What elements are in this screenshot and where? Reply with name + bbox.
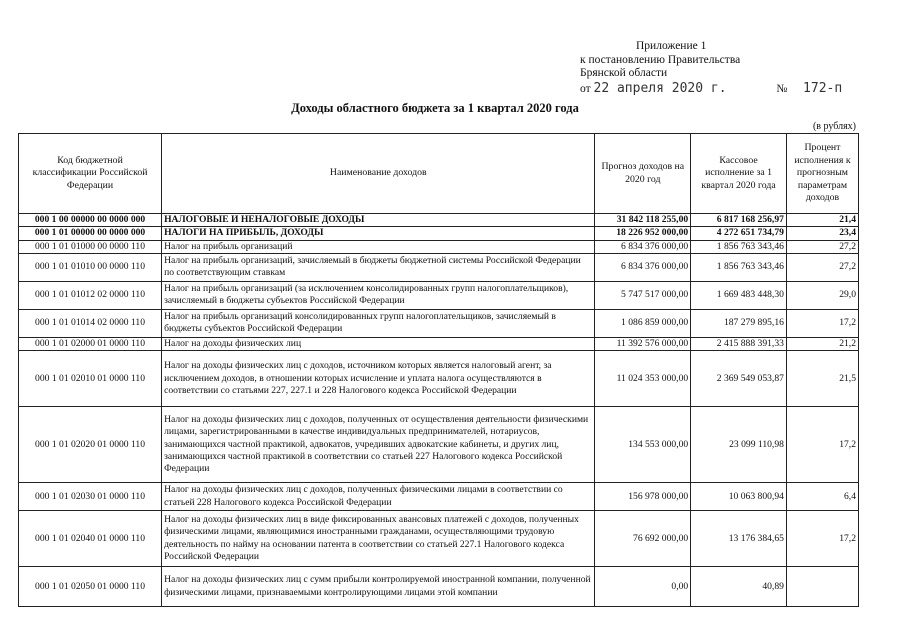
- table-row: [19, 240, 859, 253]
- cell-name: Налог на доходы физических лиц с сумм прибыли контролируемой иностранной компании, полученной физическими лицами, признаваемыми контролирующими лицами этой компании: [162, 567, 595, 607]
- cell-forecast: 134 553 000,00: [595, 407, 691, 483]
- cell-forecast: 5 747 517 000,00: [595, 281, 691, 309]
- cell-name: Налог на доходы физических лиц с доходов, полученных физическими лицами в соответствии со статьей 228 Налогового кодекса Российской Федерации: [162, 483, 595, 511]
- header-code: Код бюджетной классификации Российской Федерации: [19, 134, 162, 214]
- cell-percent: 27,2: [786, 240, 858, 253]
- cell-name: НАЛОГИ НА ПРИБЫЛЬ, ДОХОДЫ: [162, 227, 595, 240]
- cell-code: 000 1 01 01012 02 0000 110: [19, 281, 162, 309]
- cell-forecast: 0,00: [595, 567, 691, 607]
- cell-name: Налог на прибыль организаций консолидированных групп налогоплательщиков, зачисляемый в бюджеты субъектов Российской Федерации: [162, 309, 595, 337]
- cell-code: 000 1 01 00000 00 0000 000: [19, 227, 162, 240]
- cell-code: 000 1 01 02010 01 0000 110: [19, 351, 162, 407]
- cell-execution: 2 415 888 391,33: [691, 337, 787, 350]
- appendix-date: 22 апреля 2020 г.: [593, 80, 727, 96]
- cell-percent: 27,2: [786, 253, 858, 281]
- cell-code: 000 1 01 01010 00 0000 110: [19, 253, 162, 281]
- cell-forecast: 6 834 376 000,00: [595, 240, 691, 253]
- cell-execution: 187 279 895,16: [691, 309, 787, 337]
- table-row: [19, 337, 859, 350]
- cell-execution: 40,89: [691, 567, 787, 607]
- appendix-block: [580, 40, 842, 96]
- header-execution: Кассовое исполнение за 1 квартал 2020 года: [691, 134, 787, 214]
- header-forecast: Прогноз доходов на 2020 год: [595, 134, 691, 214]
- table-row: [19, 253, 859, 281]
- cell-execution: 1 856 763 343,46: [691, 240, 787, 253]
- cell-execution: 1 669 483 448,30: [691, 281, 787, 309]
- cell-forecast: 31 842 118 255,00: [595, 214, 691, 227]
- cell-code: 000 1 00 00000 00 0000 000: [19, 214, 162, 227]
- cell-percent: 21,4: [786, 214, 858, 227]
- table-row: [19, 511, 859, 567]
- appendix-title: Приложение 1: [636, 40, 707, 52]
- table-row: [19, 214, 859, 227]
- cell-code: 000 1 01 01000 00 0000 110: [19, 240, 162, 253]
- header-name: Наименование доходов: [162, 134, 595, 214]
- units-note: (в рублях): [812, 121, 856, 132]
- cell-percent: [786, 567, 858, 607]
- table-row: [19, 351, 859, 407]
- cell-forecast: 18 226 952 000,00: [595, 227, 691, 240]
- income-table: [18, 133, 859, 607]
- cell-code: 000 1 01 02000 01 0000 110: [19, 337, 162, 350]
- appendix-from: от: [580, 82, 591, 95]
- cell-execution: 23 099 110,98: [691, 407, 787, 483]
- cell-percent: 23,4: [786, 227, 858, 240]
- cell-forecast: 6 834 376 000,00: [595, 253, 691, 281]
- cell-percent: 17,2: [786, 309, 858, 337]
- cell-percent: 17,2: [786, 511, 858, 567]
- cell-forecast: 11 024 353 000,00: [595, 351, 691, 407]
- cell-execution: 6 817 168 256,97: [691, 214, 787, 227]
- cell-code: 000 1 01 02040 01 0000 110: [19, 511, 162, 567]
- cell-forecast: 156 978 000,00: [595, 483, 691, 511]
- cell-code: 000 1 01 01014 02 0000 110: [19, 309, 162, 337]
- appendix-number: 172-п: [803, 80, 843, 96]
- table-row: [19, 309, 859, 337]
- cell-percent: 21,2: [786, 337, 858, 350]
- cell-code: 000 1 01 02020 01 0000 110: [19, 407, 162, 483]
- table-row: [19, 227, 859, 240]
- table-header-row: [19, 134, 859, 214]
- document-title: Доходы областного бюджета за 1 квартал 2020 года: [291, 101, 579, 115]
- cell-name: Налог на прибыль организаций (за исключением консолидированных групп налогоплательщиков), зачисляемый в бюджеты субъектов Российской Федерации: [162, 281, 595, 309]
- cell-name: Налог на доходы физических лиц в виде фиксированных авансовых платежей с доходов, полученных физическими лицами, являющимися иностранными гражданами, осуществляющими трудовую деятельность по найму на основании патента в соответствии со статьей 227.1 Налогового кодекса Российской Федерации: [162, 511, 595, 567]
- cell-execution: 4 272 651 734,79: [691, 227, 787, 240]
- cell-execution: 13 176 384,65: [691, 511, 787, 567]
- cell-forecast: 11 392 576 000,00: [595, 337, 691, 350]
- cell-execution: 2 369 549 053,87: [691, 351, 787, 407]
- header-percent: Процент исполнения к прогнозным параметрам доходов: [786, 134, 858, 214]
- appendix-resolution: к постановлению Правительства: [580, 53, 741, 66]
- cell-name: Налог на прибыль организаций, зачисляемый в бюджеты бюджетной системы Российской Федерации по соответствующим ставкам: [162, 253, 595, 281]
- cell-execution: 10 063 800,94: [691, 483, 787, 511]
- table-row: [19, 567, 859, 607]
- table-row: [19, 483, 859, 511]
- appendix-region: Брянской области: [580, 67, 668, 79]
- cell-name: Налог на доходы физических лиц: [162, 337, 595, 350]
- cell-percent: 21,5: [786, 351, 858, 407]
- cell-execution: 1 856 763 343,46: [691, 253, 787, 281]
- cell-code: 000 1 01 02050 01 0000 110: [19, 567, 162, 607]
- cell-percent: 29,0: [786, 281, 858, 309]
- cell-name: Налог на доходы физических лиц с доходов, источником которых является налоговый агент, за исключением доходов, в отношении которых исчисление и уплата налога осуществляются в соответствии со статьями 227, 227.1 и 228 Налогового кодекса Российской Федерации: [162, 351, 595, 407]
- cell-name: Налог на прибыль организаций: [162, 240, 595, 253]
- cell-forecast: 76 692 000,00: [595, 511, 691, 567]
- cell-forecast: 1 086 859 000,00: [595, 309, 691, 337]
- cell-percent: 6,4: [786, 483, 858, 511]
- cell-code: 000 1 01 02030 01 0000 110: [19, 483, 162, 511]
- appendix-number-sign: №: [776, 82, 788, 95]
- table-row: [19, 407, 859, 483]
- cell-name: НАЛОГОВЫЕ И НЕНАЛОГОВЫЕ ДОХОДЫ: [162, 214, 595, 227]
- cell-percent: 17,2: [786, 407, 858, 483]
- appendix-date-line: [580, 82, 842, 97]
- table-row: [19, 281, 859, 309]
- cell-name: Налог на доходы физических лиц с доходов, полученных от осуществления деятельности физическими лицами, зарегистрированными в качестве индивидуальных предпринимателей, нотариусов, занимающихся частной практикой, адвокатов, учредивших адвокатские кабинеты, и других лиц, занимающихся частной практикой в соответствии со статьей 227 Налогового кодекса Российской Федерации: [162, 407, 595, 483]
